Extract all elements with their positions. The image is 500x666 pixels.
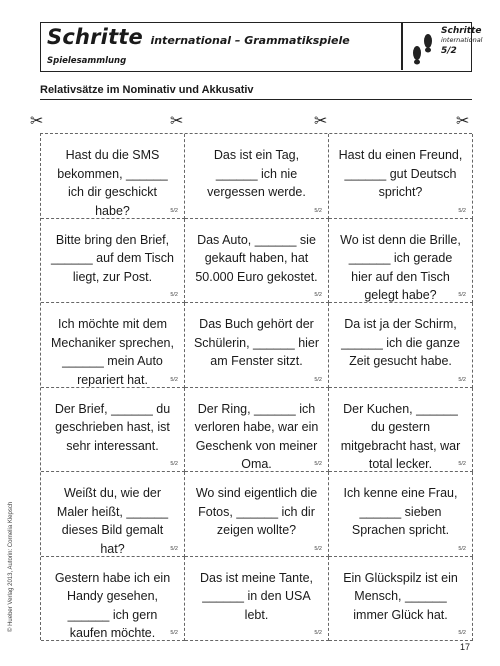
card-text: Der Brief, ______ du geschrieben hast, ist sehr interessant.	[54, 401, 171, 453]
card	[41, 557, 185, 642]
brand-title: Schritte	[47, 25, 143, 49]
card-text: Da ist ja der Schirm, ______ ich die ganze Zeit gesucht habe.	[341, 317, 460, 368]
card-code: 5/2	[458, 207, 466, 214]
card-code: 5/2	[170, 376, 178, 383]
card	[41, 303, 185, 388]
collection-label: Spielesammlung	[47, 56, 127, 66]
card-text: Das Auto, ______ sie gekauft haben, hat 50.000 Euro gekostet.	[195, 232, 318, 284]
card-text: Wo ist denn die Brille, ______ ich gerade hier auf den Tisch gelegt habe?	[340, 232, 461, 302]
scissors-icon: ✂	[456, 113, 470, 130]
card-text: Ich möchte mit dem Mechaniker sprechen, ______ mein Auto repariert hat.	[51, 317, 174, 387]
card-code: 5/2	[170, 461, 178, 467]
series-seal	[441, 27, 483, 56]
card-text: Gestern habe ich ein Handy gesehen, ______ ich gern kaufen möchte.	[54, 570, 171, 640]
card-text: Hast du einen Freund, ______ gut Deutsch spricht?	[338, 148, 463, 199]
card-code: 5/2	[314, 292, 322, 298]
scissors-icon: ✂	[30, 113, 44, 130]
card	[329, 472, 473, 557]
card-code: 5/2	[458, 292, 466, 298]
card	[329, 134, 473, 219]
card	[329, 557, 473, 642]
seal-subtitle: international	[441, 36, 483, 44]
card	[41, 472, 185, 557]
card-code: 5/2	[314, 207, 322, 214]
card-code: 5/2	[170, 292, 178, 298]
card	[41, 388, 185, 473]
card-text: Der Ring, ______ ich verloren habe, war ein Geschenk von meiner Oma.	[194, 401, 319, 471]
card-text: Das ist meine Tante, ______ in den USA lebt.	[199, 570, 314, 622]
card-text: Das ist ein Tag, ______ ich nie vergessen werde.	[207, 148, 306, 199]
scissors-icon: ✂	[314, 113, 328, 130]
card-text: Weißt du, wie der Maler heißt, ______ dieses Bild gemalt hat?	[56, 486, 169, 556]
card	[185, 557, 329, 642]
copyright-note: © Hueber Verlag 2013, Autorin: Cornelia Klepsch	[8, 501, 14, 632]
card-code: 5/2	[314, 376, 322, 383]
card-code: 5/2	[458, 545, 466, 552]
brand-subtitle: international – Grammatikspiele	[150, 34, 350, 47]
card-code: 5/2	[170, 630, 178, 636]
card-code: 5/2	[170, 207, 178, 214]
card	[185, 388, 329, 473]
card-code: 5/2	[458, 630, 466, 636]
seal-title: Schritte	[441, 26, 482, 36]
card-code: 5/2	[314, 545, 322, 552]
card-code: 5/2	[314, 630, 322, 636]
card-text: Das Buch gehört der Schülerin, ______ hier am Fenster sitzt.	[193, 317, 320, 368]
card	[329, 303, 473, 388]
footprints-icon	[409, 31, 437, 65]
seal-level: 5/2	[441, 45, 457, 56]
card	[185, 219, 329, 304]
scissors-icon: ✂	[170, 113, 184, 130]
card-code: 5/2	[458, 376, 466, 383]
header-divider	[401, 23, 403, 70]
card-code: 5/2	[458, 461, 466, 467]
brand-line	[47, 25, 350, 49]
card	[329, 219, 473, 304]
section-title: Relativsätze im Nominativ und Akkusativ	[40, 84, 472, 100]
card-text: Wo sind eigentlich die Fotos, ______ ich dir zeigen wollte?	[195, 486, 318, 537]
card	[41, 219, 185, 304]
card-text: Hast du die SMS bekommen, ______ ich dir geschickt habe?	[57, 148, 168, 218]
card	[185, 303, 329, 388]
card-code: 5/2	[314, 461, 322, 467]
card-code: 5/2	[170, 545, 178, 552]
card	[185, 472, 329, 557]
card-text: Bitte bring den Brief, ______ auf dem Tisch liegt, zur Post.	[51, 232, 174, 284]
card-text: Der Kuchen, ______ du gestern mitgebracht hast, war total lecker.	[340, 401, 461, 471]
card	[329, 388, 473, 473]
card-grid	[40, 133, 472, 640]
header-box	[40, 22, 483, 72]
page-number: 17	[459, 642, 470, 652]
card	[41, 134, 185, 219]
card	[185, 134, 329, 219]
card-text: Ein Glückspilz ist ein Mensch, ______ immer Glück hat.	[343, 570, 458, 622]
card-text: Ich kenne eine Frau, ______ sieben Sprachen spricht.	[343, 486, 458, 537]
